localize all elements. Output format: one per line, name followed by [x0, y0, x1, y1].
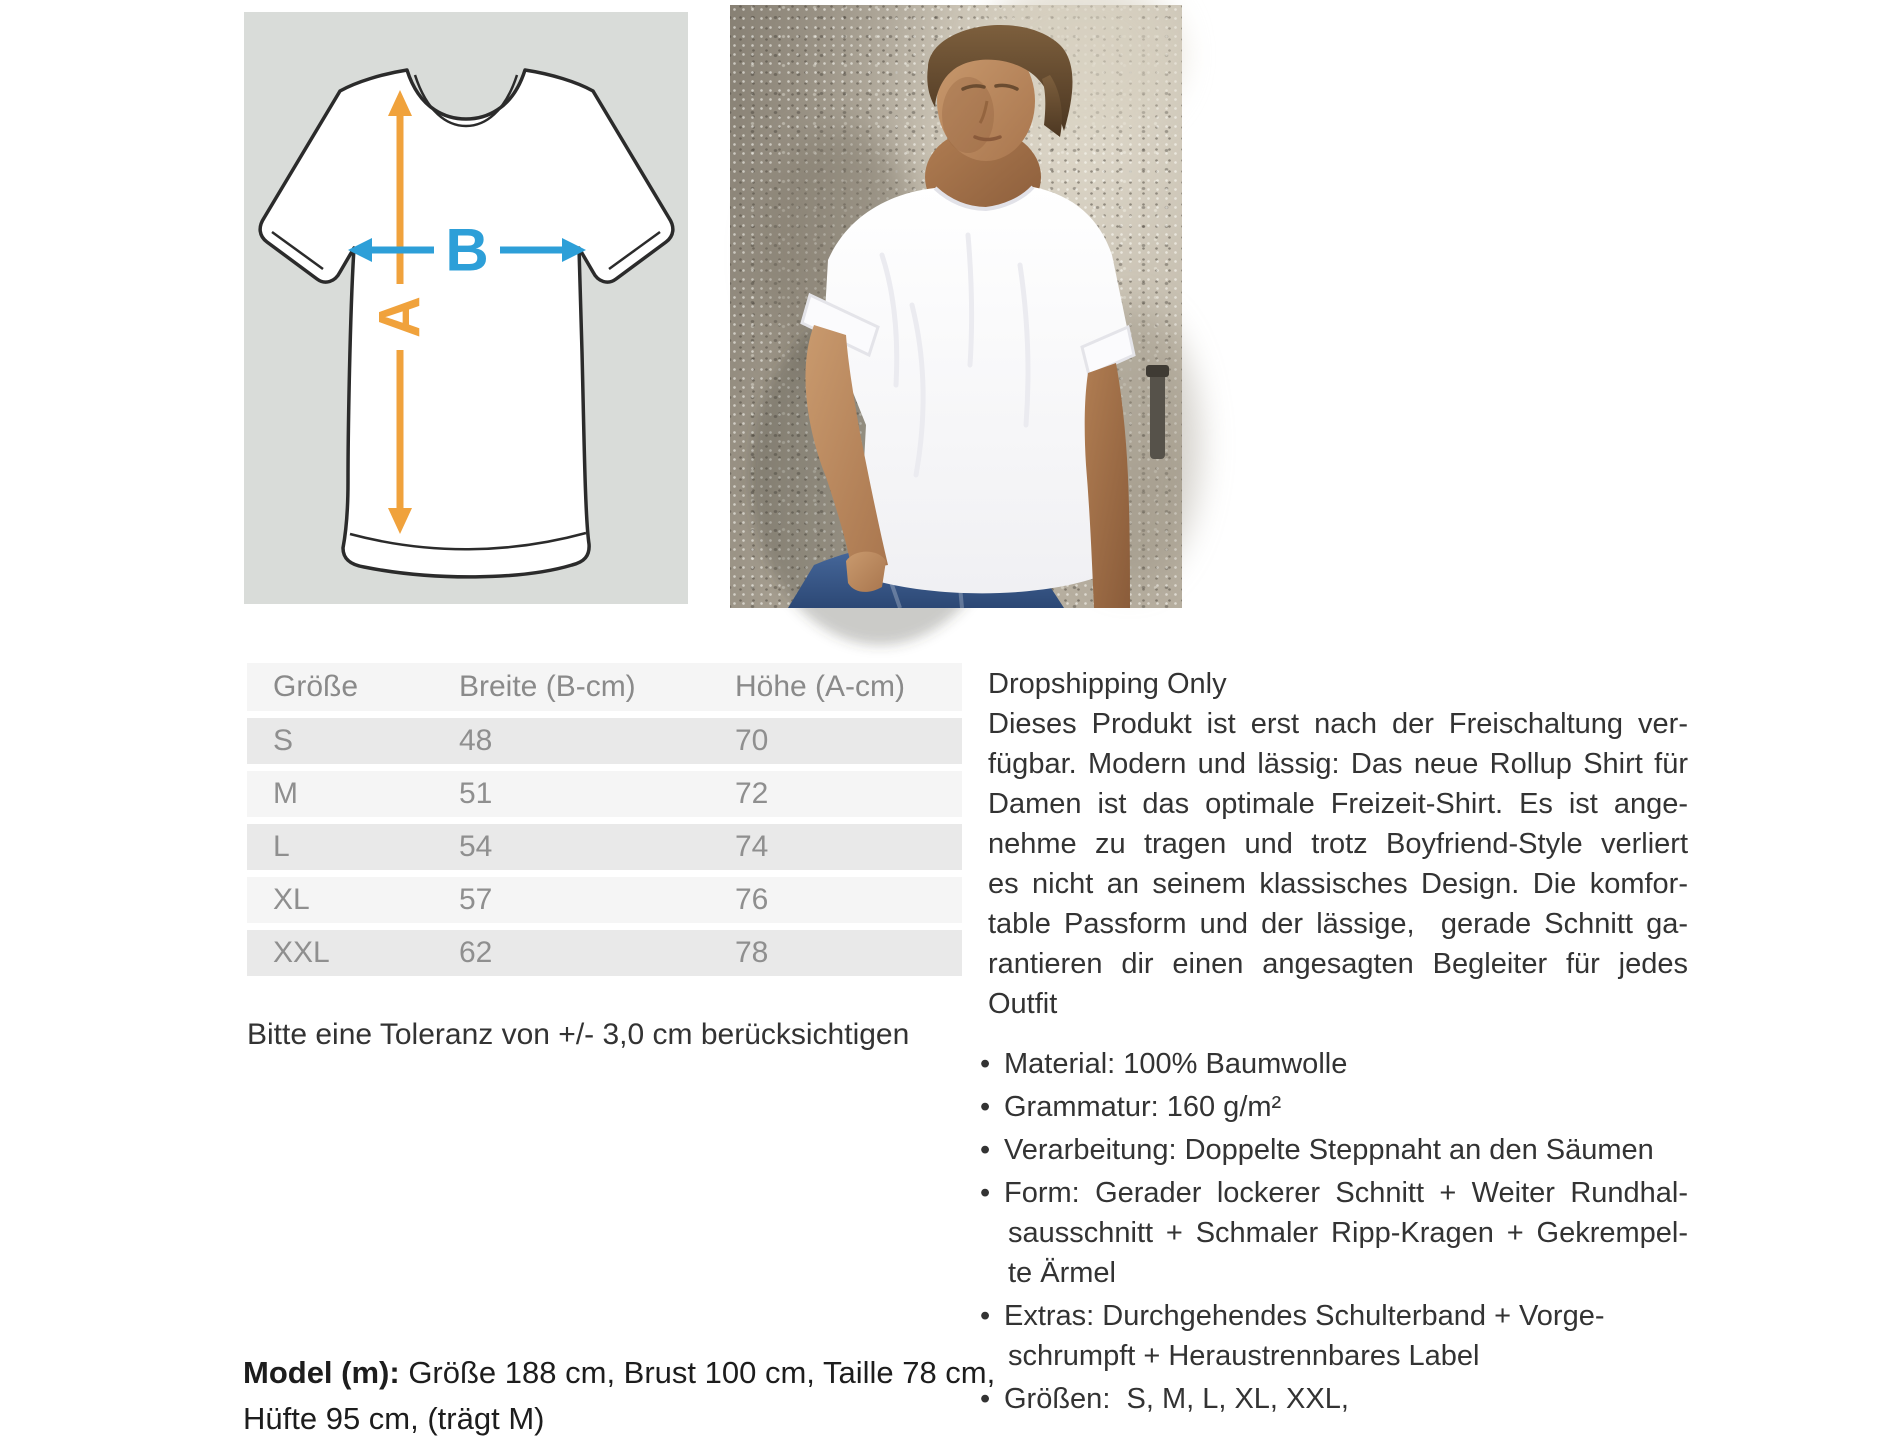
height-cell: 76: [735, 883, 769, 916]
wall-pipe-cap: [1146, 365, 1169, 377]
feature-text: Extras: Durchgehendes Schulterband + Vorge-: [1004, 1300, 1605, 1332]
product-description: [980, 664, 1688, 1422]
label-b: B: [445, 216, 489, 284]
paragraph-line: nehme zu tragen und trotz Boyfriend-Style verliert: [988, 828, 1688, 860]
product-photo[interactable]: [730, 5, 1182, 608]
paragraph-line: fügbar. Modern und lässig: Das neue Rollup Shirt für: [988, 748, 1688, 780]
feature-text: Grammatur: 160 g/m²: [1004, 1091, 1282, 1123]
feature-line: [978, 1213, 1688, 1253]
col-header-hoehe: Höhe (A-cm): [735, 670, 906, 703]
feature-text: Form: Gerader lockerer Schnitt + Weiter Rundhal-: [1004, 1177, 1688, 1209]
feature-text: Material: 100% Baumwolle: [1004, 1048, 1348, 1080]
feature-item-groessen: [978, 1379, 1688, 1419]
feature-line: [978, 1087, 1688, 1127]
feature-text: Verarbeitung: Doppelte Steppnaht an den Säumen: [1004, 1134, 1654, 1166]
bullet-icon: •: [980, 1091, 991, 1123]
table-row: [247, 771, 962, 817]
bullet-icon: •: [980, 1300, 991, 1332]
feature-item-form: [978, 1173, 1688, 1293]
paragraph-line: rantieren dir einen angesagten Begleiter für jedes: [988, 948, 1688, 980]
model-info-line1: [243, 1350, 995, 1396]
size-diagram-image[interactable]: [244, 12, 688, 604]
table-row: [247, 718, 962, 764]
bullet-icon: •: [980, 1134, 991, 1166]
width-cell: 54: [459, 830, 493, 863]
model-info-line2: [243, 1396, 995, 1442]
col-header-groesse: Größe: [273, 670, 359, 703]
feature-line: [978, 1296, 1688, 1336]
feature-text: schrumpft + Heraustrennbares Label: [1008, 1340, 1480, 1372]
table-row: [247, 824, 962, 870]
size-cell: M: [273, 777, 298, 810]
size-cell: L: [273, 830, 290, 863]
width-cell: 48: [459, 724, 493, 757]
feature-item-extras: [978, 1296, 1688, 1376]
tshirt-measure-diagram: [244, 12, 688, 604]
bullet-icon: •: [980, 1048, 991, 1080]
feature-line: [978, 1044, 1688, 1084]
bullet-icon: •: [980, 1177, 991, 1209]
paragraph-line: table Passform und der lässige, gerade Schnitt ga-: [988, 908, 1688, 940]
paragraph-line: es nicht an seinem klassisches Design. Die komfor-: [988, 868, 1688, 900]
model-measurements: Größe 188 cm, Brust 100 cm, Taille 78 cm,: [399, 1355, 996, 1390]
paragraph-line: Damen ist das optimale Freizeit-Shirt. Es ist ange-: [988, 788, 1688, 820]
size-cell: S: [273, 724, 294, 757]
size-cell: XXL: [273, 936, 330, 969]
size-cell: XL: [273, 883, 310, 916]
feature-line: [978, 1253, 1688, 1293]
model-label: Model (m):: [243, 1355, 400, 1390]
model-measurements: Hüfte 95 cm, (trägt M): [243, 1401, 545, 1436]
feature-line: [978, 1379, 1688, 1419]
description-heading: Dropshipping Only: [988, 668, 1227, 700]
width-cell: 62: [459, 936, 493, 969]
feature-item-material: [978, 1044, 1688, 1084]
description-paragraph: [988, 704, 1688, 1024]
wall-pipe: [1150, 371, 1165, 459]
feature-line: [978, 1336, 1688, 1376]
feature-text: Größen: S, M, L, XL, XXL,: [1004, 1383, 1349, 1415]
tolerance-note: Bitte eine Toleranz von +/- 3,0 cm berücksichtigen: [247, 1018, 910, 1051]
feature-item-verarbeitung: [978, 1130, 1688, 1170]
model-illustration: [730, 5, 1182, 608]
feature-text: sausschnitt + Schmaler Ripp-Kragen + Gekrempel-: [1008, 1217, 1688, 1249]
bullet-icon: •: [980, 1383, 991, 1415]
feature-item-grammatur: [978, 1087, 1688, 1127]
size-table: [247, 663, 962, 983]
size-table-header: [247, 663, 962, 711]
height-cell: 70: [735, 724, 769, 757]
feature-line: [978, 1173, 1688, 1213]
height-cell: 78: [735, 936, 769, 969]
height-cell: 74: [735, 830, 769, 863]
feature-list: [978, 1044, 1688, 1419]
width-cell: 57: [459, 883, 493, 916]
tshirt-outline: [260, 70, 673, 577]
table-row: [247, 930, 962, 976]
width-cell: 51: [459, 777, 493, 810]
feature-text: te Ärmel: [1008, 1257, 1116, 1289]
model-info: [243, 1350, 995, 1442]
label-a: A: [367, 296, 433, 338]
height-cell: 72: [735, 777, 769, 810]
feature-line: [978, 1130, 1688, 1170]
paragraph-line: Dieses Produkt ist erst nach der Freischaltung ver-: [988, 708, 1688, 740]
table-row: [247, 877, 962, 923]
hand: [846, 552, 886, 592]
col-header-breite: Breite (B-cm): [459, 670, 636, 703]
paragraph-line: Outfit: [988, 988, 1058, 1020]
